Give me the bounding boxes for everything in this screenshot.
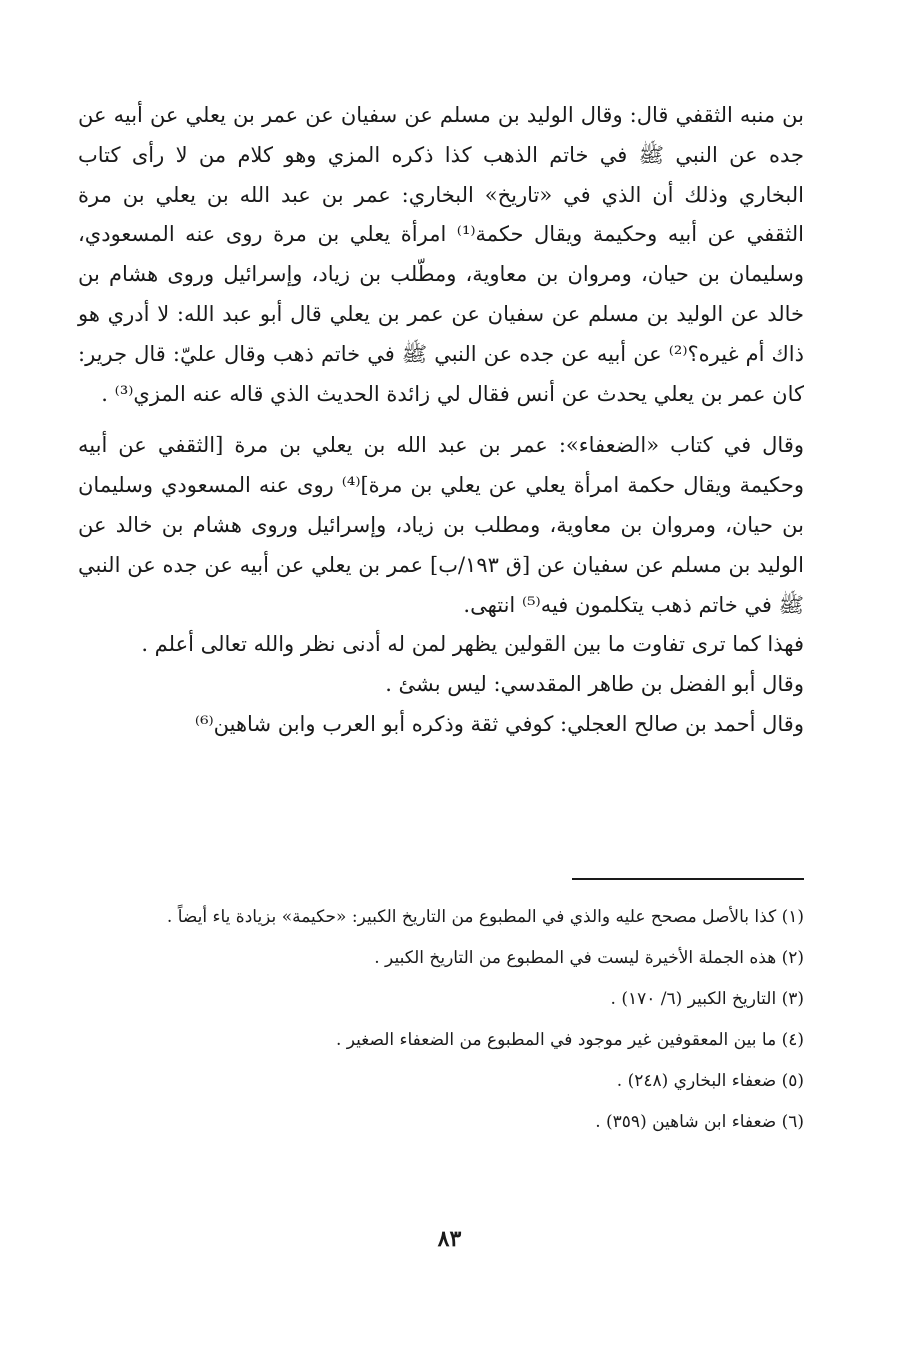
paragraph-1: بن منبه الثقفي قال: وقال الوليد بن مسلم عن سفيان عن عمر بن يعلي عن أبيه عن جده عن النبي ﷺ في خاتم الذهب كذا ذكره المزي وهو كلام من لا رأى كتاب البخاري وذلك أن الذي في «تاريخ» البخاري: عمر بن عبد الله بن يعلي بن مرة الثقفي عن أبيه وحكيمة ويقال حكمة⁽¹⁾ امرأة يعلي بن مرة روى عنه المسعودي، وسليمان بن حيان، ومروان بن معاوية، ومطّلب بن زياد، وإسرائيل وروى هشام بن خالد عن الوليد بن مسلم عن سفيان عن عمر بن يعلي قال أبو عبد الله: لا أدري هو ذاك أم غيره؟⁽²⁾ عن أبيه عن جده عن النبي ﷺ في خاتم ذهب وقال عليّ: قال جرير: كان عمر بن يعلي يحدث عن أنس فقال لي زائدة الحديث الذي قاله عنه المزي⁽³⁾ . xyxy=(78,103,804,406)
footnote-divider xyxy=(572,878,804,880)
paragraph-2: وقال في كتاب «الضعفاء»: عمر بن عبد الله بن يعلي بن مرة [الثقفي عن أبيه وحكيمة ويقال حكمة امرأة يعلي عن يعلي بن مرة]⁽⁴⁾ روى عنه المسعودي وسليمان بن حيان، ومروان بن معاوية، ومطلب بن زياد، وإسرائيل وروى هشام بن خالد عن الوليد بن مسلم عن سفيان عن [ق ١٩٣/ب] عمر بن يعلي عن أبيه عن جده عن النبي ﷺ في خاتم ذهب يتكلمون فيه⁽⁵⁾ انتهى. xyxy=(78,433,805,617)
footnote-5: (٥) ضعفاء البخاري (٢٤٨) . xyxy=(616,1071,804,1091)
footnotes xyxy=(92,900,804,1146)
footnote-2: (٢) هذه الجملة الأخيرة ليست في المطبوع من التاريخ الكبير . xyxy=(374,948,804,968)
page-number: ٨٣ xyxy=(437,1226,462,1252)
paragraph-3: فهذا كما ترى تفاوت ما بين القولين يظهر لمن له أدنى نظر والله تعالى أعلم . xyxy=(141,632,804,657)
footnote-4: (٤) ما بين المعقوفين غير موجود في المطبوع من الضعفاء الصغير . xyxy=(335,1030,804,1050)
paragraph-4: وقال أبو الفضل بن طاهر المقدسي: ليس بشئ . xyxy=(385,672,804,697)
footnote-1: (١) كذا بالأصل مصحح عليه والذي في المطبوع من التاريخ الكبير: «حكيمة» بزيادة ياء أيضاً . xyxy=(166,907,804,927)
paragraph-5: وقال أحمد بن صالح العجلي: كوفي ثقة وذكره أبو العرب وابن شاهين⁽⁶⁾ xyxy=(194,711,804,736)
main-text xyxy=(78,96,804,745)
footnote-3: (٣) التاريخ الكبير (٦/ ١٧٠) . xyxy=(610,989,804,1009)
footnote-6: (٦) ضعفاء ابن شاهين (٣٥٩) . xyxy=(595,1112,804,1132)
